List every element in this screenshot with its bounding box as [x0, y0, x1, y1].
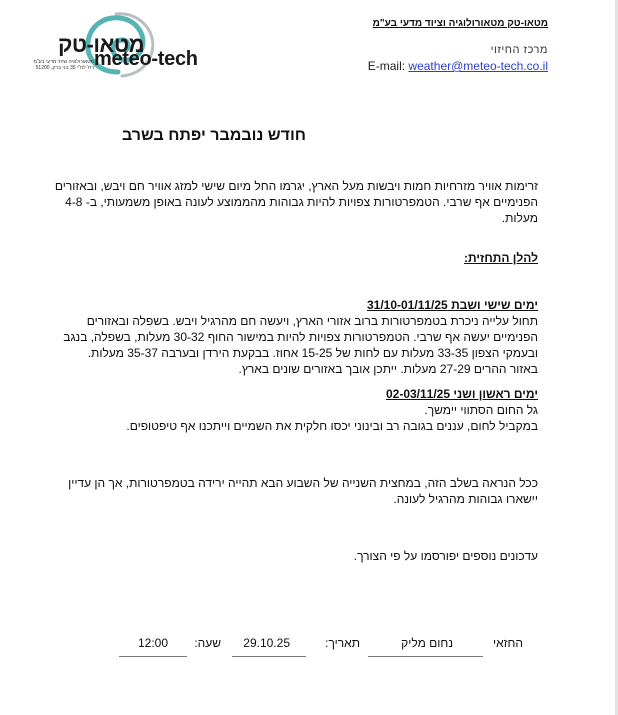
logo-hebrew-name: מטאו-טק — [58, 32, 145, 57]
date-label: תאריך: — [325, 636, 360, 650]
forecaster-name: נחום מליק — [401, 636, 453, 650]
forecast-line: הפנימיים יעשה אף שרבי. הטמפרטורות צפויות להיות במישור החוף 30-32 מעלות, בשפלה, בנגב — [63, 330, 538, 344]
forecaster-label: החזאי — [492, 636, 523, 650]
date-line — [232, 656, 306, 657]
forecast-line: ובעמקי הצפון 33-35 מעלות עם לחות של 15-25 אחוז. בבקעת הירדן ובערבה 35-37 מעלות. — [87, 346, 538, 360]
outlook-line: ככל הנראה בשלב הזה, במחצית השנייה של השבוע הבא תהייה ירידה בטמפרטורות, אך הן עדיין — [68, 476, 538, 490]
time-line — [119, 656, 187, 657]
forecaster-signature-line — [368, 656, 483, 657]
logo-tagline: מטאורולוגיה וציוד מדעי בע"מ — [33, 59, 94, 65]
time-label: שעה: — [194, 636, 221, 650]
logo-english-name: meteo-tech — [94, 48, 198, 70]
forecast-day-heading: ימים שישי ושבת 31/10-01/11/25 — [366, 298, 538, 312]
email-label: E-mail: — [367, 59, 406, 73]
company-name: מטאו-טק מטאורולוגיה וציוד מדעי בע"מ — [372, 18, 548, 29]
updates-note: עדכונים נוספים יפורסמו על פי הצורך. — [353, 549, 538, 563]
forecast-center-name: מרכז החיזוי — [490, 44, 548, 56]
date-value: 29.10.25 — [243, 636, 290, 650]
outlook-line: יישארו גבוהות מהרגיל לעונה. — [393, 492, 538, 506]
email-link[interactable]: weather@meteo-tech.co.il — [408, 59, 548, 73]
forecast-line: במקביל לחום, עננים בגובה רב ובינוני יכסו חלקית את השמיים וייתכנו אף טיפטופים. — [126, 419, 538, 433]
company-logo — [18, 10, 198, 80]
email-row — [368, 59, 548, 73]
forecast-line: תחול עלייה ניכרת בטמפרטורות ברוב אזורי הארץ, ויעשה חם מהרגיל ויבש. בשפלה ובאזורים — [86, 314, 538, 328]
forecast-line: באזור ההרים 27-29 מעלות. ייתכן אובך באזורים שונים בארץ. — [238, 362, 538, 376]
document-title-text: חודש נובמבר יפתח בשרב — [121, 127, 307, 144]
document-title — [0, 127, 618, 145]
intro-paragraph: זרימות אוויר מזרחיות חמות ויבשות מעל הארץ, יגרמו החל מיום שישי למזג אוויר חם ויבש, ובאזורים הפנימיים אף שרבי. הטמפרטורות צפויות להיות גבוהות מהממוצע לעונה באופן משמעותי, ב- 4-8 מעלות. — [54, 179, 538, 225]
forecast-day-heading: ימים ראשון ושני 02-03/11/25 — [385, 387, 538, 401]
forecast-day-block — [48, 297, 538, 377]
forecast-line: גל החום הסתווי יימשך. — [424, 403, 538, 417]
forecast-heading: להלן התחזית: — [463, 251, 538, 265]
outlook-paragraph — [48, 475, 538, 507]
logo-address: רח' לח"י 35 בני ברק, 51200 — [35, 65, 94, 71]
time-value: 12:00 — [137, 636, 168, 650]
forecast-day-block — [48, 386, 538, 434]
